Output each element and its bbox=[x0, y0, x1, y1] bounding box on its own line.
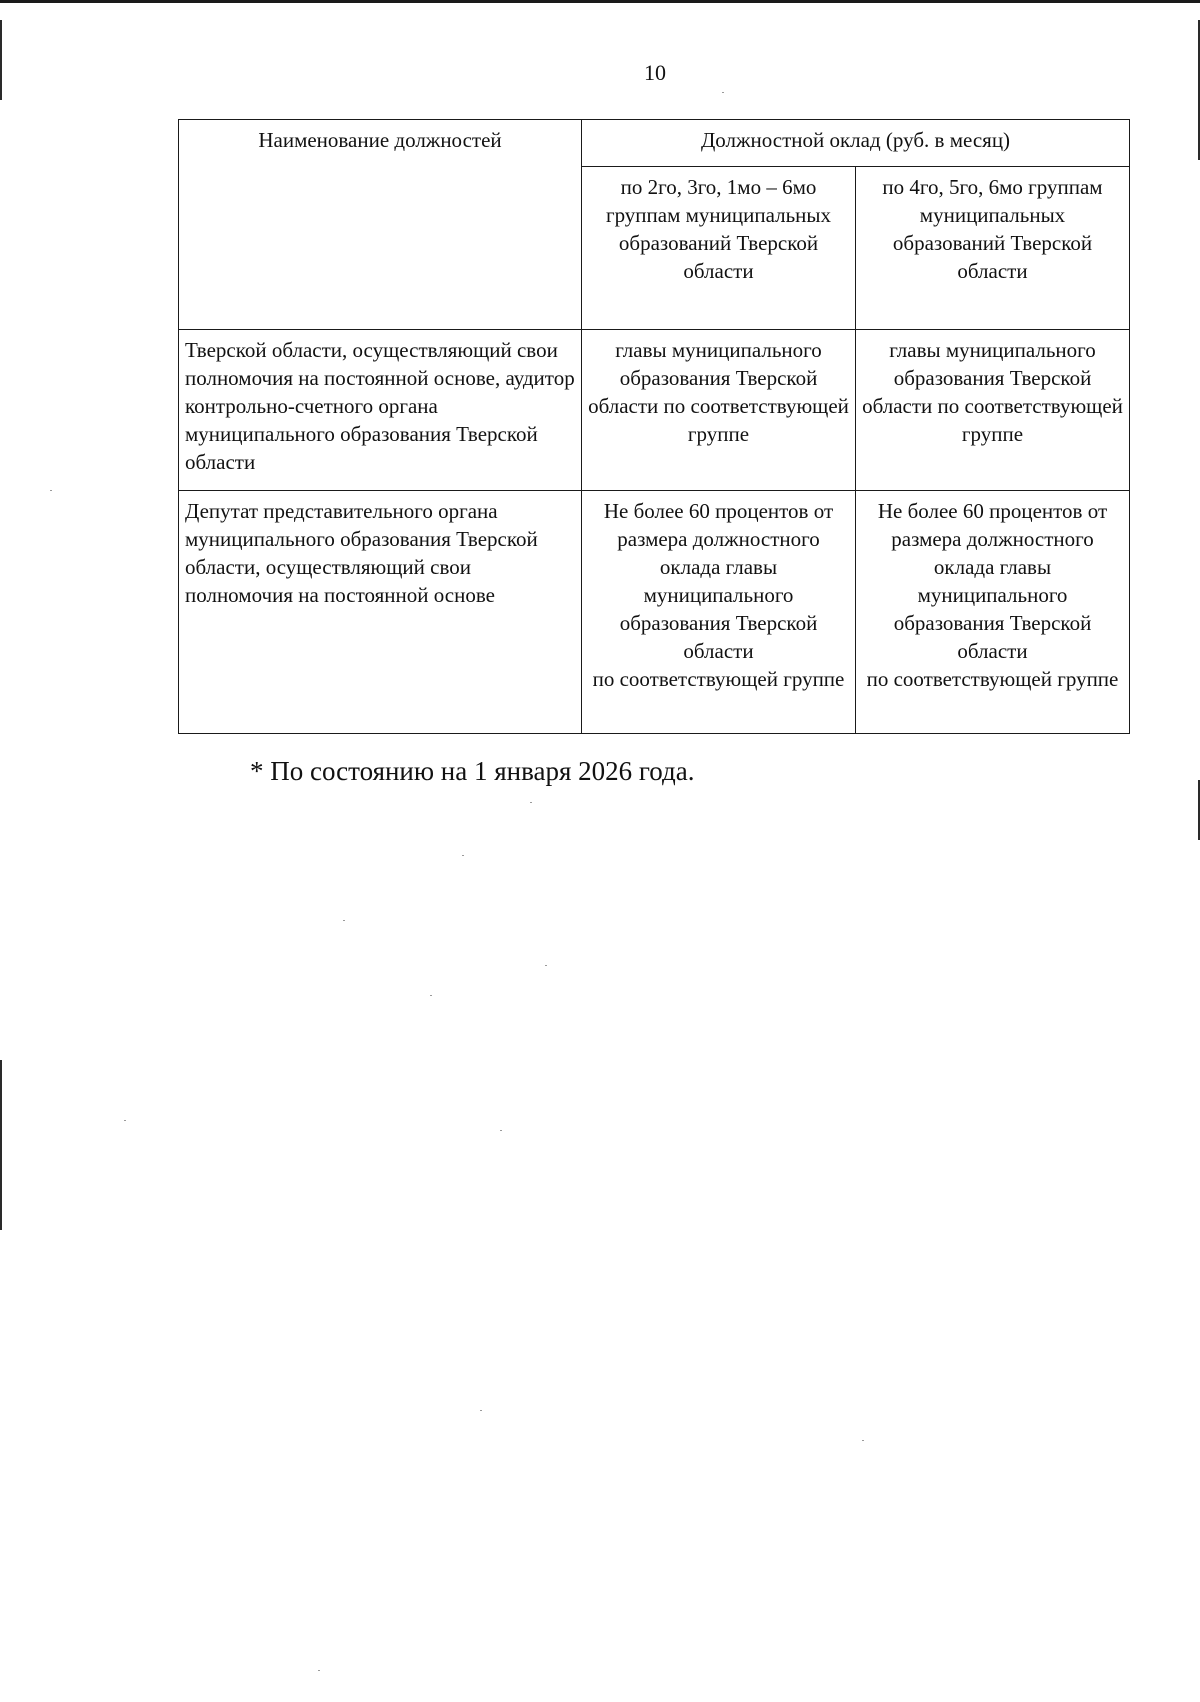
top-border-line bbox=[0, 0, 1200, 3]
footnote: * По состоянию на 1 января 2026 года. bbox=[250, 756, 695, 786]
scan-speck bbox=[430, 995, 432, 996]
row-position-name-text: Депутат представительного органа муниципального образования Тверской области, осуществляющий свои полномочия на постоянной основе bbox=[185, 499, 538, 607]
subheader-groups-a-text: по 2го, 3го, 1мо – 6мо группам муниципальных образований Тверской области bbox=[605, 175, 832, 283]
header-position-name-text: Наименование должностей bbox=[258, 128, 502, 152]
subheader-groups-a bbox=[582, 167, 856, 330]
scan-speck bbox=[480, 1410, 482, 1411]
row-salary-b bbox=[856, 330, 1130, 491]
scan-speck bbox=[545, 965, 547, 966]
scan-speck bbox=[462, 855, 464, 856]
row-salary-a-text: Не более 60 процентов от размера должностного оклада главы муниципального образования Тверской области по соответствующей группе bbox=[592, 499, 845, 691]
subheader-groups-b bbox=[856, 167, 1130, 330]
scan-speck bbox=[318, 1670, 320, 1671]
salary-table bbox=[178, 119, 1130, 734]
scan-speck bbox=[530, 802, 532, 803]
scan-speck bbox=[124, 1120, 126, 1121]
row-position-name bbox=[179, 491, 582, 734]
left-edge-mark-lower bbox=[0, 1060, 2, 1230]
table-header-row bbox=[179, 120, 1130, 167]
row-salary-b bbox=[856, 491, 1130, 734]
page-number: 10 bbox=[644, 60, 666, 85]
row-salary-a-text: главы муниципального образования Тверской области по соответствующей группе bbox=[588, 338, 849, 446]
row-position-name bbox=[179, 330, 582, 491]
scan-speck bbox=[500, 1130, 502, 1131]
table-row bbox=[179, 330, 1130, 491]
row-position-name-text: Тверской области, осуществляющий свои полномочия на постоянной основе, аудитор контрольно-счетного органа муниципального образования Тверской области bbox=[185, 338, 575, 474]
table-row bbox=[179, 491, 1130, 734]
scan-speck bbox=[862, 1440, 864, 1441]
scan-speck bbox=[343, 920, 345, 921]
subheader-groups-b-text: по 4го, 5го, 6мо группам муниципальных образований Тверской области bbox=[882, 175, 1103, 283]
row-salary-a bbox=[582, 491, 856, 734]
row-salary-b-text: главы муниципального образования Тверской области по соответствующей группе bbox=[862, 338, 1123, 446]
header-position-name bbox=[179, 120, 582, 330]
scan-speck bbox=[722, 92, 724, 93]
header-salary-group bbox=[582, 120, 1130, 167]
header-salary-group-text: Должностной оклад (руб. в месяц) bbox=[700, 128, 1011, 152]
scan-speck bbox=[50, 490, 52, 491]
row-salary-a bbox=[582, 330, 856, 491]
row-salary-b-text: Не более 60 процентов от размера должностного оклада главы муниципального образования Тверской области по соответствующей группе bbox=[866, 499, 1119, 691]
